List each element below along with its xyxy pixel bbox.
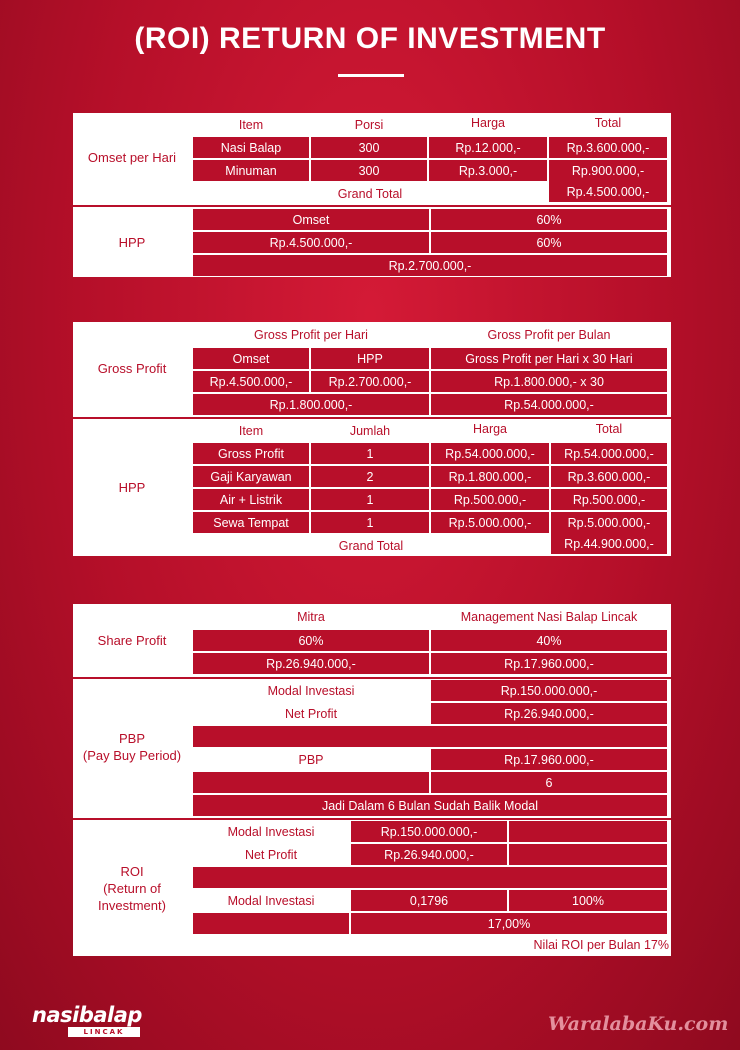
hpp2-row1-item: Gross Profit <box>193 443 309 464</box>
roi-hundred: 100% <box>509 890 667 911</box>
hpp2-row3-jumlah: 1 <box>311 489 429 510</box>
gross-header-month: Gross Profit per Bulan <box>487 328 611 342</box>
hpp2-row2-jumlah: 2 <box>311 466 429 487</box>
gross-val-hpp: Rp.2.700.000,- <box>311 371 429 392</box>
pbp-modal-label: Modal Investasi <box>267 684 355 698</box>
panel-omset-hpp <box>73 113 671 277</box>
omset-row1-total: Rp.3.600.000,- <box>549 137 667 158</box>
omset-row1-porsi: 300 <box>311 137 427 158</box>
pbp-blank-cell <box>193 772 429 793</box>
omset-row1-item: Nasi Balap <box>193 137 309 158</box>
brand-logo: nasibalap <box>32 1003 142 1027</box>
roi-spacer-bar <box>193 867 667 888</box>
roi-percent: 17,00% <box>351 913 667 934</box>
share-header-management: Management Nasi Balap Lincak <box>460 610 638 624</box>
pbp-months: 6 <box>431 772 667 793</box>
hpp2-header-total: Total <box>595 422 623 436</box>
pbp-net-value: Rp.26.940.000,- <box>431 703 667 724</box>
gross-sub-formula: Gross Profit per Hari x 30 Hari <box>431 348 667 369</box>
omset-row1-harga: Rp.12.000,- <box>429 137 547 158</box>
pbp-spacer-bar <box>193 726 667 747</box>
gross-val-omset: Rp.4.500.000,- <box>193 371 309 392</box>
hpp1-result: Rp.2.700.000,- <box>193 255 667 276</box>
omset-header-total: Total <box>594 116 622 130</box>
roi-net-value: Rp.26.940.000,- <box>351 844 507 865</box>
omset-row2-total: Rp.900.000,- <box>549 160 667 181</box>
omset-row2-porsi: 300 <box>311 160 427 181</box>
gross-day-result: Rp.1.800.000,- <box>193 394 429 415</box>
hpp1-pct2: 60% <box>431 232 667 253</box>
pbp-label-line1: PBP <box>118 731 145 746</box>
omset-grand-total: Rp.4.500.000,- <box>549 181 667 202</box>
hpp2-grand-total-label: Grand Total <box>338 538 404 553</box>
roi-net-label: Net Profit <box>244 848 298 862</box>
omset-row2-item: Minuman <box>193 160 309 181</box>
pbp-note: Jadi Dalam 6 Bulan Sudah Balik Modal <box>193 795 667 816</box>
pbp-label-cell: PBP <box>298 753 324 767</box>
roi-blank-3 <box>193 913 349 934</box>
hpp2-row1-harga: Rp.54.000.000,- <box>431 443 549 464</box>
roi-note: Nilai ROI per Bulan 17% <box>533 938 669 952</box>
share-amt-mitra: Rp.26.940.000,- <box>193 653 429 674</box>
hpp2-grand-total: Rp.44.900.000,- <box>551 533 667 554</box>
roi-label-line1: ROI <box>120 863 144 879</box>
hpp2-row4-total: Rp.5.000.000,- <box>551 512 667 533</box>
pbp-modal-value: Rp.150.000.000,- <box>431 680 667 701</box>
hpp2-row2-item: Gaji Karyawan <box>193 466 309 487</box>
omset-row2-harga: Rp.3.000,- <box>429 160 547 181</box>
share-pct-management: 40% <box>431 630 667 651</box>
gross-label: Gross Profit <box>97 360 167 376</box>
share-label: Share Profit <box>97 632 167 648</box>
hpp1-omset: Omset <box>193 209 429 230</box>
hpp1-omset-value: Rp.4.500.000,- <box>193 232 429 253</box>
panel-share-pbp-roi <box>73 604 671 956</box>
omset-header-harga: Harga <box>470 116 506 130</box>
brand-sub: LINCAK <box>68 1027 140 1037</box>
roi-modal-label: Modal Investasi <box>227 825 315 839</box>
gross-val-formula: Rp.1.800.000,- x 30 <box>431 371 667 392</box>
hpp2-header-item: Item <box>238 424 264 438</box>
pbp-net-label: Net Profit <box>284 707 338 721</box>
roi-label-line3: Investment) <box>98 897 166 913</box>
hpp2-row3-total: Rp.500.000,- <box>551 489 667 510</box>
hpp2-label: HPP <box>118 480 146 495</box>
hpp2-row1-total: Rp.54.000.000,- <box>551 443 667 464</box>
hpp2-row1-jumlah: 1 <box>311 443 429 464</box>
hpp2-header-jumlah: Jumlah <box>349 424 391 438</box>
watermark: WaralabaKu.com <box>548 1013 729 1035</box>
omset-header-porsi: Porsi <box>354 118 384 132</box>
gross-sub-omset: Omset <box>193 348 309 369</box>
hpp1-pct1: 60% <box>431 209 667 230</box>
hpp2-header-harga: Harga <box>472 422 508 436</box>
pbp-label-line2: (Pay Buy Period) <box>82 748 182 763</box>
roi-label-line2: (Return of <box>103 880 161 896</box>
page-title: (ROI) RETURN OF INVESTMENT <box>134 22 606 55</box>
pbp-label <box>73 679 191 815</box>
gross-header-day: Gross Profit per Hari <box>254 328 368 342</box>
hpp1-label: HPP <box>118 234 146 250</box>
roi-blank-2 <box>509 844 667 865</box>
hpp2-row3-harga: Rp.500.000,- <box>431 489 549 510</box>
gross-sub-hpp: HPP <box>311 348 429 369</box>
omset-header-item: Item <box>238 118 264 132</box>
panel-gross-hpp <box>73 322 671 556</box>
hpp2-row2-harga: Rp.1.800.000,- <box>431 466 549 487</box>
hpp2-row4-jumlah: 1 <box>311 512 429 533</box>
gross-month-result: Rp.54.000.000,- <box>431 394 667 415</box>
share-amt-management: Rp.17.960.000,- <box>431 653 667 674</box>
roi-label <box>73 820 191 956</box>
hpp2-row3-item: Air + Listrik <box>193 489 309 510</box>
roi-modal2-label: Modal Investasi <box>227 894 315 908</box>
roi-ratio: 0,1796 <box>351 890 507 911</box>
roi-modal-value: Rp.150.000.000,- <box>351 821 507 842</box>
roi-blank-1 <box>509 821 667 842</box>
hpp2-row4-item: Sewa Tempat <box>193 512 309 533</box>
pbp-value: Rp.17.960.000,- <box>431 749 667 770</box>
hpp2-row4-harga: Rp.5.000.000,- <box>431 512 549 533</box>
share-header-mitra: Mitra <box>297 610 325 624</box>
hpp2-row2-total: Rp.3.600.000,- <box>551 466 667 487</box>
share-pct-mitra: 60% <box>193 630 429 651</box>
omset-label: Omset per Hari <box>87 149 177 165</box>
title-underline <box>338 74 404 77</box>
omset-grand-total-label: Grand Total <box>337 186 403 201</box>
